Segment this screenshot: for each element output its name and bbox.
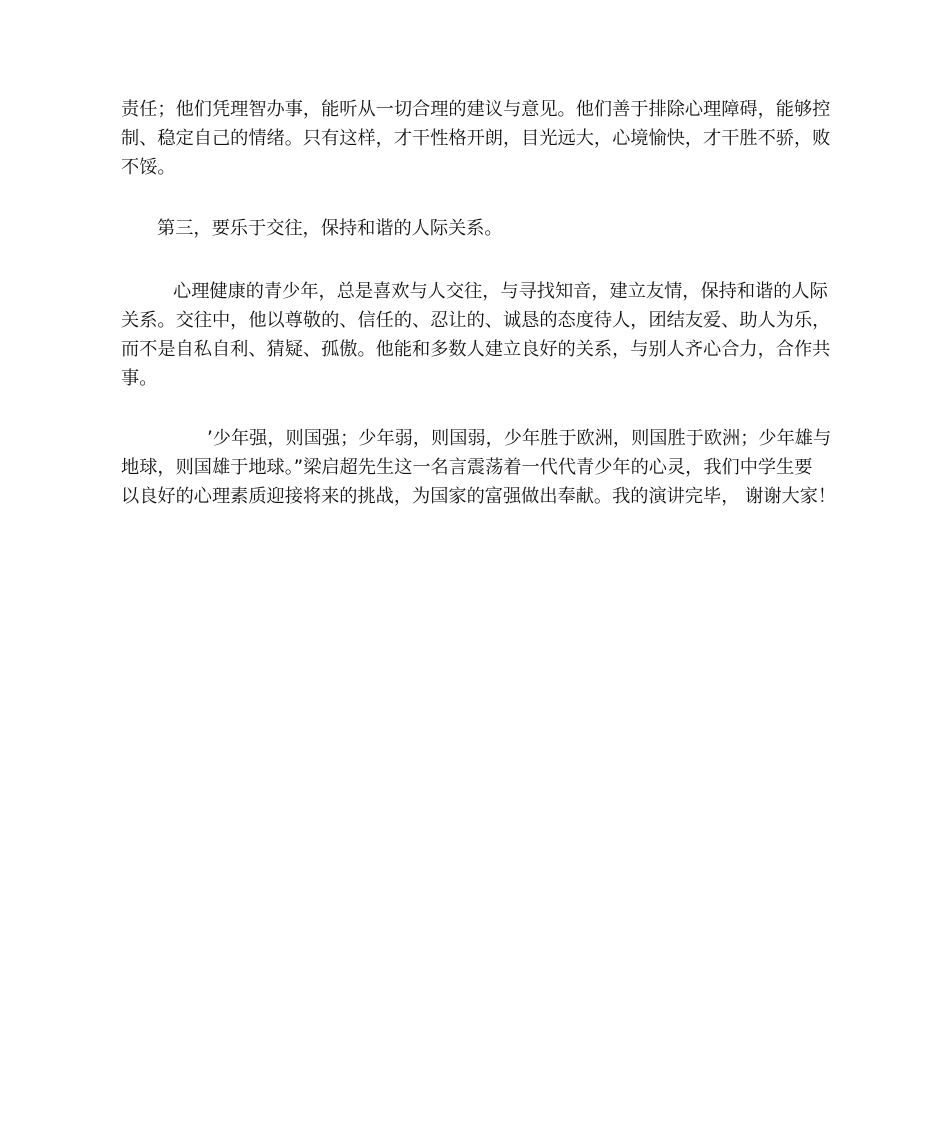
text-line: 关系。交往中，他以尊敬的、信任的、忍让的、诚恳的态度待人，团结友爱、助人为乐， <box>121 310 831 331</box>
text-line: ’少年强，则国强；少年弱，则国弱，少年胜于欧洲，则国胜于欧洲；少年雄与 <box>207 428 832 449</box>
text-line: 第三，要乐于交往，保持和谐的人际关系。 <box>157 218 503 239</box>
paragraph-interpersonal-relations <box>121 277 831 393</box>
text-line: 不馁。 <box>121 157 176 178</box>
text-line: 事。 <box>121 368 158 389</box>
text-line: 责任；他们凭理智办事，能听从一切合理的建议与意见。他们善于排除心理障碍，能够控 <box>121 99 831 120</box>
text-line: 而不是自私自利、猜疑、孤傲。他能和多数人建立良好的关系，与别人齐心合力，合作共 <box>121 339 831 360</box>
text-line: 以良好的心理素质迎接将来的挑战，为国家的富强做出奉献。我的演讲完毕， 谢谢大家！ <box>121 486 837 507</box>
paragraph-heading-third-point <box>157 214 867 243</box>
text-line: 地球，则国雄于地球。”梁启超先生这一名言震荡着一代代青少年的心灵，我们中学生要 <box>121 457 813 478</box>
text-line: 制、稳定自己的情绪。只有这样，才干性格开朗，目光远大，心境愉快，才干胜不骄，败 <box>121 128 831 149</box>
paragraph-emotional-control <box>121 95 831 182</box>
paragraph-closing-quote <box>121 424 837 511</box>
text-line: 心理健康的青少年，总是喜欢与人交往，与寻找知音，建立友情，保持和谐的人际 <box>173 281 828 302</box>
